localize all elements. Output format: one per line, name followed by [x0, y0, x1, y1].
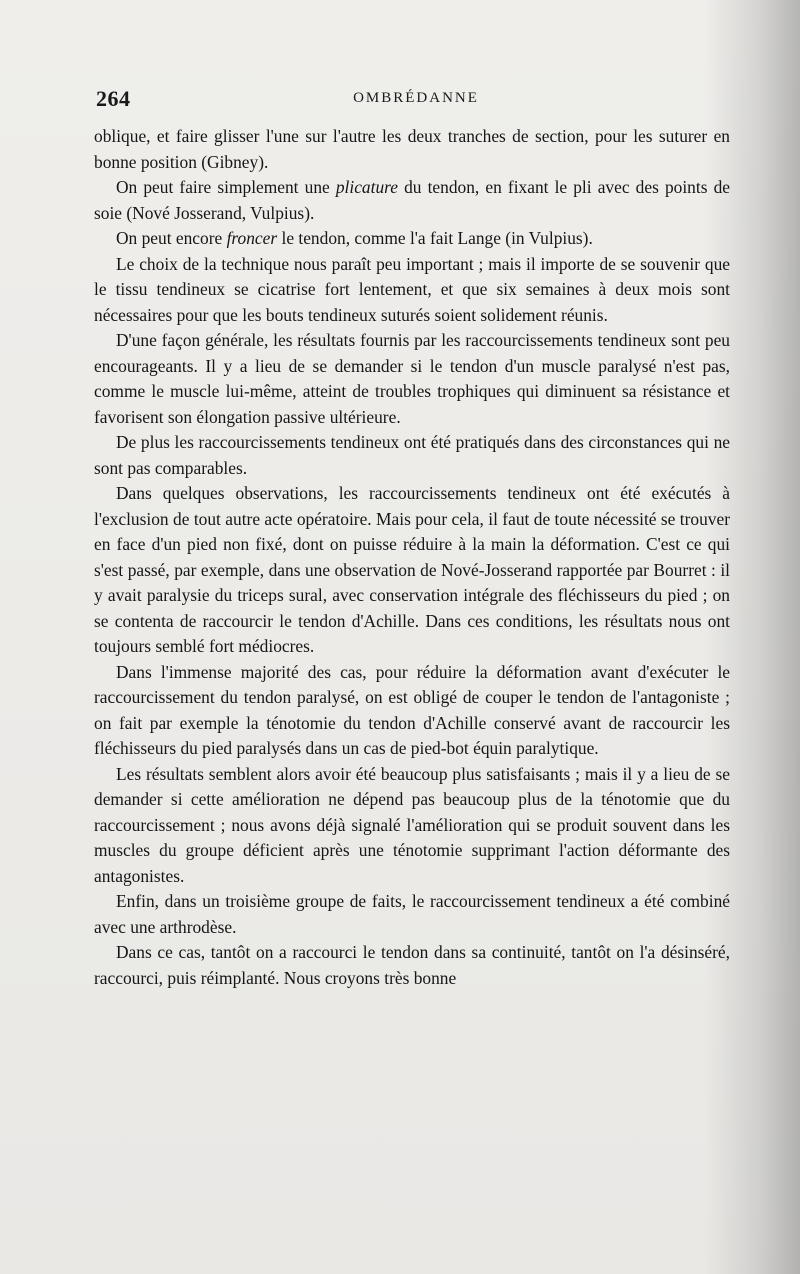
paragraph-4 [94, 252, 730, 329]
paragraph-text: Dans l'immense majorité des cas, pour réduire la déformation avant d'exécuter le raccourcissement du tendon paralysé, on est obligé de couper le tendon de l'antagoniste ; on fait par exemple la ténotomie du tendon d'Achille conservé avant de raccourcir les fléchisseurs du pied paralysés dans un cas de pied-bot équin paralytique. [94, 661, 730, 758]
paragraph-10 [94, 889, 730, 940]
paragraph-text: le tendon, comme l'a fait Lange (in Vulpius). [277, 228, 593, 248]
paragraph-text: oblique, et faire glisser l'une sur l'autre les deux tranches de section, pour les suturer en bonne position (Gibney). [94, 126, 730, 172]
paragraph-1 [94, 124, 730, 175]
paragraph-text: On peut encore [116, 228, 227, 248]
paragraph-9 [94, 762, 730, 890]
paragraph-7 [94, 481, 730, 660]
paragraph-text: De plus les raccourcissements tendineux ont été pratiqués dans des circonstances qui ne sont pas comparables. [94, 432, 730, 478]
paragraph-text: Le choix de la technique nous paraît peu important ; mais il importe de se souvenir que le tissu tendineux se cicatrise fort lentement, et que six semaines à deux mois sont nécessaires pour que les bouts tendineux suturés soient solidement réunis. [94, 253, 730, 325]
paragraph-2 [94, 175, 730, 226]
paragraph-text: Dans ce cas, tantôt on a raccourci le tendon dans sa continuité, tantôt on l'a désinséré, raccourci, puis réimplanté. Nous croyons très bonne [94, 942, 730, 988]
paragraph-11 [94, 940, 730, 991]
paragraph-text: Les résultats semblent alors avoir été beaucoup plus satisfaisants ; mais il y a lieu de se demander si cette amélioration ne dépend pas beaucoup plus de la ténotomie que du raccourcissement ; nous avons déjà signalé l'amélioration qui se produit souvent dans les muscles du groupe déficient après une ténotomie supprimant l'action déformante des antagonistes. [94, 763, 730, 886]
paragraph-text: Dans quelques observations, les raccourcissements tendineux ont été exécutés à l'exclusion de tout autre acte opératoire. Mais pour cela, il faut de toute nécessité se trouver en face d'un pied non fixé, dont on puisse réduire à la main la déformation. C'est ce qui s'est passé, par exemple, dans une observation de Nové-Josserand rapportée par Bourret : il y avait paralysie du triceps sural, avec conservation intégrale des fléchisseurs du pied ; on se contenta de raccourcir le tendon d'Achille. Dans ces conditions, les résultats nous ont toujours semblé fort médiocres. [94, 483, 730, 656]
running-head: OMBRÉDANNE [353, 90, 479, 106]
italic-term-froncer: froncer [226, 228, 278, 248]
paragraph-6 [94, 430, 730, 481]
paragraph-text: du tendon, en fixant le pli avec des points de soie (Nové Josserand, Vulpius). [94, 177, 730, 223]
italic-term-plicature: plicature [335, 177, 398, 197]
paragraph-3 [94, 226, 730, 252]
paragraph-8 [94, 660, 730, 762]
paragraph-text: On peut faire simplement une [116, 177, 336, 197]
paragraph-text: Enfin, dans un troisième groupe de faits, le raccourcissement tendineux a été combiné avec une arthrodèse. [94, 891, 730, 937]
page-number: 264 [96, 86, 131, 111]
body-text [94, 124, 730, 991]
page-header [96, 86, 736, 116]
paragraph-text: D'une façon générale, les résultats fournis par les raccourcissements tendineux sont peu encourageants. Il y a lieu de se demander si le tendon d'un muscle paralysé n'est pas, comme le muscle lui-même, atteint de troubles trophiques qui diminuent sa résistance et favorisent son élongation passive ultérieure. [94, 330, 730, 427]
paragraph-5 [94, 328, 730, 430]
